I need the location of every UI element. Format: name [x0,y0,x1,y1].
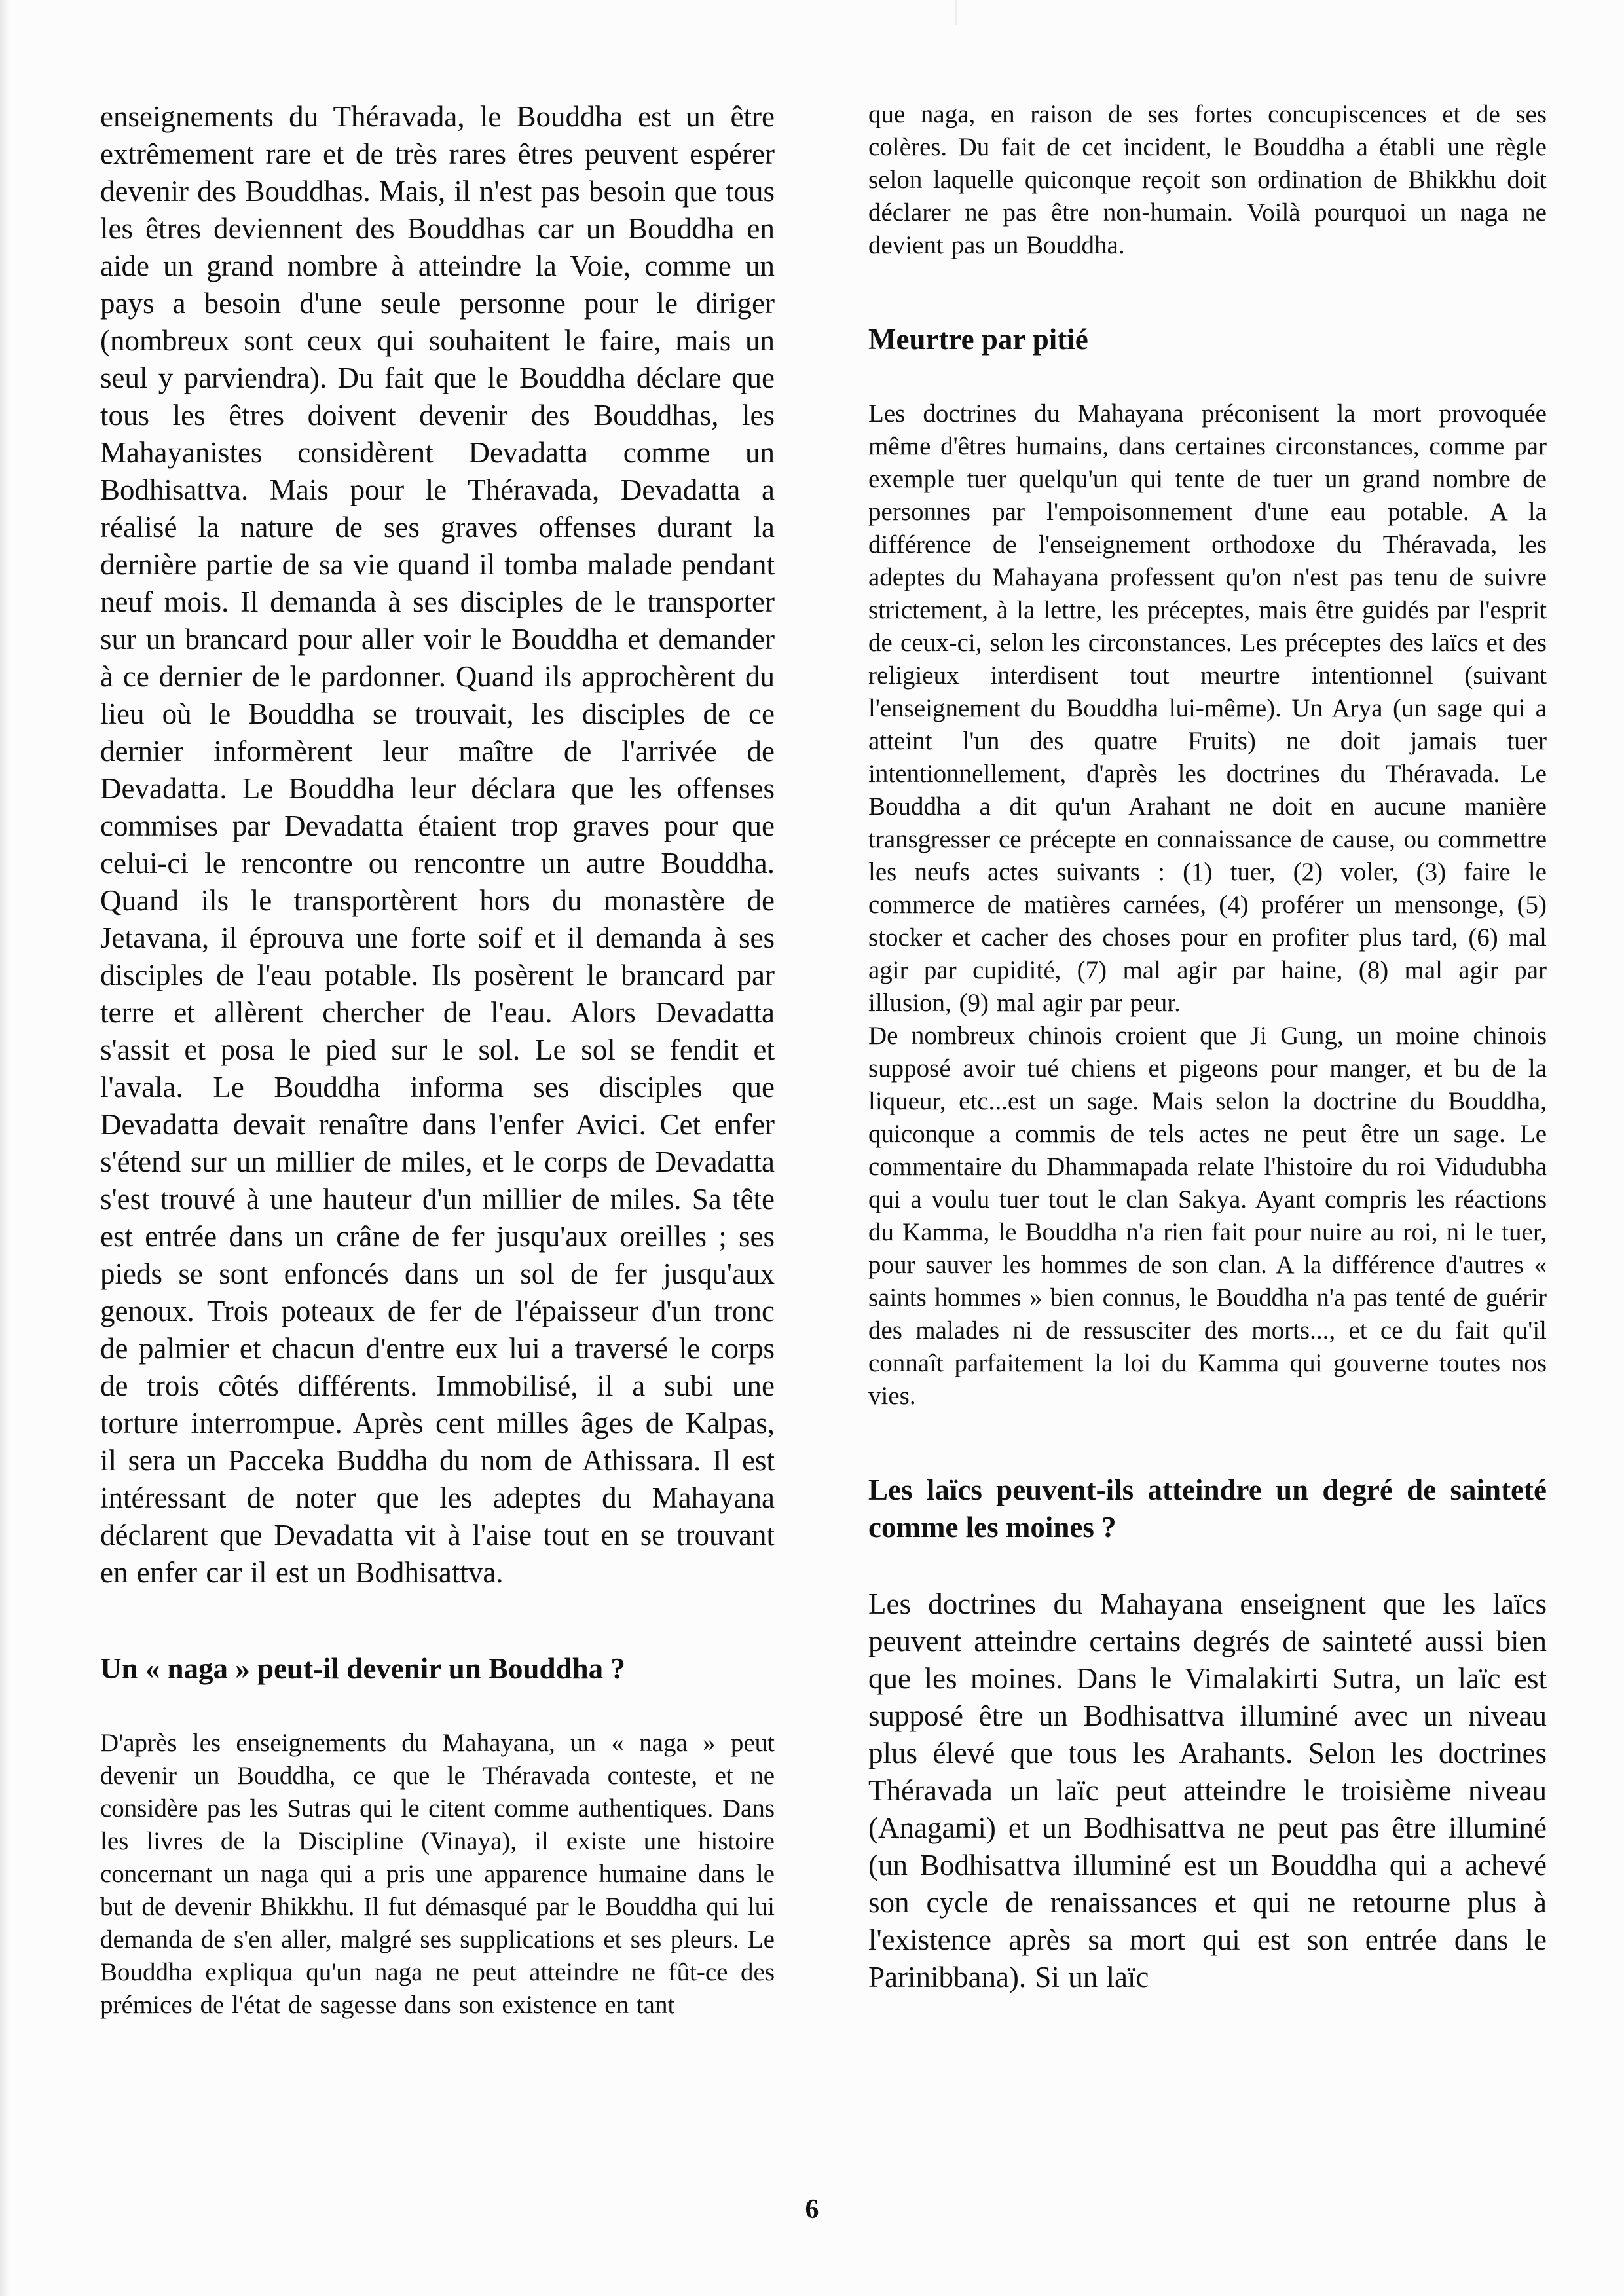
section-heading-meurtre-par-pitie: Meurtre par pitié [868,323,1088,356]
right-column [868,98,1547,1996]
paragraph-ji-gung: De nombreux chinois croient que Ji Gung, un moine chinois supposé avoir tué chiens et pigeons pour manger, et bu de la liqueur, etc...est un sage. Mais selon la doctrine du Bouddha, quiconque a commis de tels actes ne peut être un sage. Le commentaire du Dhammapada relate l'histoire du roi Vidudubha qui a voulu tuer tout le clan Sakya. Ayant compris les réactions du Kamma, le Bouddha n'a rien fait pour nuire au roi, ni le tuer, pour sauver les hommes de son clan. A la différence d'autres « saints hommes » bien connus, le Bouddha n'a pas tenté de guérir des malades ni de ressusciter des morts..., et ce du fait qu'il connaît parfaitement la loi du Kamma qui gouverne toutes nos vies. [868,1022,1547,1410]
paragraph-laics-saintete: Les doctrines du Mahayana enseignent que les laïcs peuvent atteindre certains degrés de sainteté aussi bien que les moines. Dans le Vimalakirti Sutra, un laïc est supposé être un Bodhisattva illuminé avec un niveau plus élevé que tous les Arahants. Selon les doctrines Théravada un laïc peut atteindre le troisième niveau (Anagami) et un Bodhisattva ne peut pas être illuminé (un Bodhisattva illuminé est un Bouddha qui a achevé son cycle de renaissances et qui ne retourne plus à l'existence après sa mort qui est son entrée dans le Parinibbana). Si un laïc [868,1587,1547,1993]
scan-mark-artifact [955,0,957,25]
page-number: 6 [805,2194,819,2225]
scan-edge-artifact [0,0,9,2296]
section-heading-laics-saintete: Les laïcs peuvent-ils atteindre un degré de sainteté comme les moines ? [868,1473,1547,1544]
paragraph-naga: D'après les enseignements du Mahayana, un « naga » peut devenir un Bouddha, ce que le Théravada conteste, et ne considère pas les Sutras qui le citent comme authentiques. Dans les livres de la Discipline (Vinaya), il existe une histoire concernant un naga qui a pris une apparence humaine dans le but de devenir Bhikkhu. Il fut démasqué par le Bouddha qui lui demanda de s'en aller, malgré ses supplications et ses pleurs. Le Bouddha expliqua qu'un naga ne peut atteindre ne fût-ce des prémices de l'état de sagesse dans son existence en tant [100,1729,775,2019]
paragraph-meurtre-doctrines: Les doctrines du Mahayana préconisent la mort provoquée même d'êtres humains, dans certaines circonstances, comme par exemple tuer quelqu'un qui tente de tuer un grand nombre de personnes par l'empoisonnement d'une eau potable. A la différence de l'enseignement orthodoxe du Théravada, les adeptes du Mahayana professent qu'on n'est pas tenu de suivre strictement, à la lettre, les préceptes, mais être guidés par l'esprit de ceux-ci, selon les circonstances. Les préceptes des laïcs et des religieux interdisent tout meurtre intentionnel (suivant l'enseignement du Bouddha lui-même). Un Arya (un sage qui a atteint l'un des quatre Fruits) ne doit jamais tuer intentionnellement, d'après les doctrines du Théravada. Le Bouddha a dit qu'un Arahant ne doit en aucune manière transgresser ce précepte en connaissance de cause, ou commettre les neufs actes suivants : (1) tuer, (2) voler, (3) faire le commerce de matières carnées, (4) proférer un mensonge, (5) stocker et cacher des choses pour en profiter plus tard, (6) mal agir par cupidité, (7) mal agir par haine, (8) mal agir par illusion, (9) mal agir par peur. [868,399,1547,1017]
section-heading-naga: Un « naga » peut-il devenir un Bouddha ? [100,1652,625,1685]
paragraph-devadatta: enseignements du Théravada, le Bouddha est un être extrêmement rare et de très rares êtres peuvent espérer devenir des Bouddhas. Mais, il n'est pas besoin que tous les êtres deviennent des Bouddhas car un Bouddha en aide un grand nombre à atteindre la Voie, comme un pays a besoin d'une seule personne pour le diriger (nombreux sont ceux qui souhaitent le faire, mais un seul y parviendra). Du fait que le Bouddha déclare que tous les êtres doivent devenir des Bouddhas, les Mahayanistes considèrent Devadatta comme un Bodhisattva. Mais pour le Théravada, Devadatta a réalisé la nature de ses graves offenses durant la dernière partie de sa vie quand il tomba malade pendant neuf mois. Il demanda à ses disciples de le transporter sur un brancard pour aller voir le Bouddha et demander à ce dernier de le pardonner. Quand ils approchèrent du lieu où le Bouddha se trouvait, les disciples de ce dernier informèrent leur maître de l'arrivée de Devadatta. Le Bouddha leur déclara que les offenses commises par Devadatta étaient trop graves pour que celui-ci le rencontre ou rencontre un autre Bouddha. Quand ils le transportèrent hors du monastère de Jetavana, il éprouva une forte soif et il demanda à ses disciples de l'eau potable. Ils posèrent le brancard par terre et allèrent chercher de l'eau. Alors Devadatta s'assit et posa le pied sur le sol. Le sol se fendit et l'avala. Le Bouddha informa ses disciples que Devadatta devait renaître dans l'enfer Avici. Cet enfer s'étend sur un millier de miles, et le corps de Devadatta s'est trouvé à une hauteur d'un millier de miles. Sa tête est entrée dans un crâne de fer jusqu'aux oreilles ; ses pieds se sont enfoncés dans un sol de fer jusqu'aux genoux. Trois poteaux de fer de l'épaisseur d'un tronc de palmier et chacun d'entre eux lui a traversé le corps de trois côtés différents. Immobilisé, il a subi une torture interrompue. Après cent milles âges de Kalpas, il sera un Pacceka Buddha du nom de Athissara. Il est intéressant de noter que les adeptes du Mahayana déclarent que Devadatta vit à l'aise tout en se trouvant en enfer car il est un Bodhisattva. [100,100,775,1589]
left-column [100,98,775,2022]
paragraph-naga-continuation: que naga, en raison de ses fortes concupiscences et de ses colères. Du fait de cet incident, le Bouddha a établi une règle selon laquelle quiconque reçoit son ordination de Bhikkhu doit déclarer ne pas être non-humain. Voilà pourquoi un naga ne devient pas un Bouddha. [868,100,1547,259]
